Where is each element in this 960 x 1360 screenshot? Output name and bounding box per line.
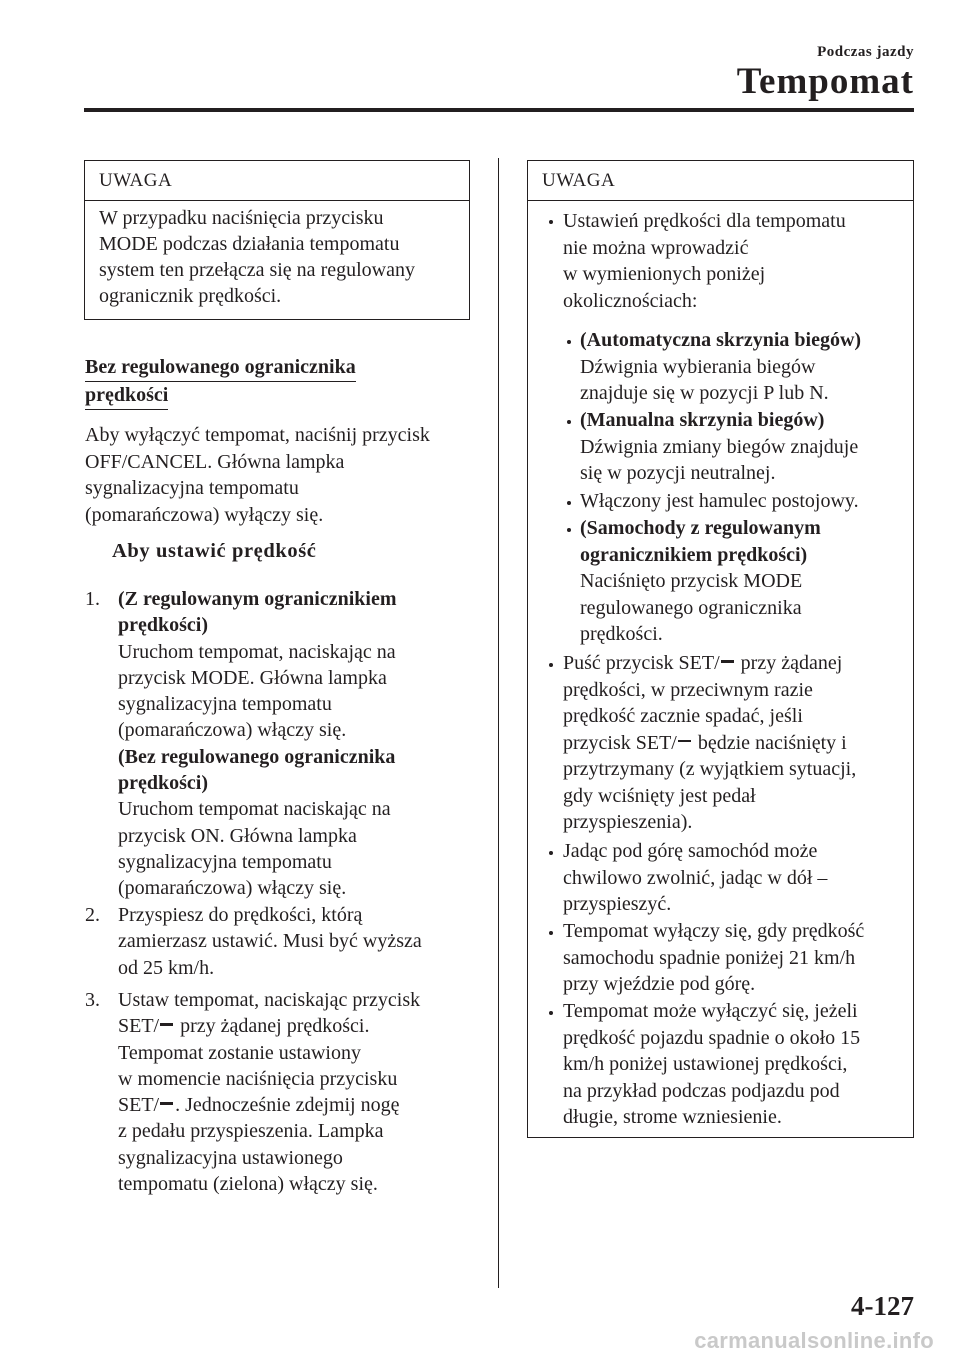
step-line: przycisk MODE. Główna lampka: [118, 666, 387, 689]
minus-icon: [160, 1102, 173, 1105]
bullet-icon: [567, 528, 571, 532]
bullet-line: prędkości.: [580, 623, 663, 645]
step-line: Uruchom tempomat, naciskając na: [118, 640, 396, 663]
step-line: sygnalizacyjna ustawionego: [118, 1146, 343, 1169]
step-line: [118, 1013, 420, 1039]
note-subbullet: [580, 327, 861, 407]
bullet-line: chwilowo zwolnić, jadąc w dół –: [563, 866, 828, 889]
note-line: MODE podczas działania tempomatu: [99, 233, 400, 255]
bullet-line: nie można wprowadzić: [563, 236, 749, 259]
step-line: (pomarańczowa) włączy się.: [118, 719, 347, 742]
step-line: z pedału przyspieszenia. Lampka: [118, 1120, 384, 1143]
section-label: Podczas jazdy: [817, 44, 914, 60]
bullet-text-span: przy żądanej: [735, 652, 843, 674]
bullet-icon: [549, 851, 553, 855]
note-body: [85, 201, 469, 309]
note-subbullet: [580, 515, 821, 648]
bullet-line: (Manualna skrzynia biegów): [580, 409, 825, 431]
minus-icon: [721, 660, 734, 663]
bullet-line: gdy wciśnięty jest pedał: [563, 784, 756, 807]
step-line: [118, 1092, 420, 1118]
minus-icon: [678, 740, 691, 743]
note-bullet: [563, 208, 846, 314]
bullet-line: na przykład podczas podjazdu pod: [563, 1079, 840, 1102]
step-3: [118, 987, 420, 1197]
note-heading: UWAGA: [85, 161, 469, 201]
para-line: sygnalizacyjna tempomatu: [85, 477, 299, 499]
bullet-line: [563, 730, 856, 757]
bullet-line: prędkość pojazdu spadnie o około 15: [563, 1026, 861, 1049]
intro-paragraph: [85, 422, 430, 528]
note-bullet: [563, 650, 856, 836]
step-number: 3.: [85, 989, 100, 1011]
note-box-left: [84, 160, 470, 320]
bullet-line: regulowanego ogranicznika: [580, 596, 802, 619]
bullet-icon: [567, 340, 571, 344]
step-line: (pomarańczowa) włączy się.: [118, 877, 347, 900]
step-text-span: przy żądanej prędkości.: [175, 1015, 370, 1038]
note-bullet: [563, 918, 864, 998]
step-line: (Bez regulowanego ogranicznika: [118, 745, 396, 768]
step-line: Ustaw tempomat, naciskając przycisk: [118, 989, 421, 1011]
note-line: ogranicznik prędkości.: [99, 285, 282, 307]
step-number: 1.: [85, 588, 100, 610]
para-line: OFF/CANCEL. Główna lampka: [85, 450, 345, 473]
para-line: Aby wyłączyć tempomat, naciśnij przycisk: [85, 424, 430, 446]
step-line: prędkości): [118, 772, 208, 795]
bullet-line: prędkości, w przeciwnym razie: [563, 678, 813, 701]
bullet-icon: [549, 663, 553, 667]
bullet-line: przyspieszenia).: [563, 811, 693, 833]
header-rule: [84, 108, 914, 112]
bullet-line: Włączony jest hamulec postojowy.: [580, 490, 859, 512]
bullet-line: prędkość zacznie spadać, jeśli: [563, 705, 803, 727]
bullet-line: znajduje się w pozycji P lub N.: [580, 382, 829, 404]
step-line: sygnalizacyjna tempomatu: [118, 693, 332, 716]
step-line: od 25 km/h.: [118, 956, 215, 979]
note-heading: UWAGA: [528, 161, 913, 201]
note-bullet: [563, 838, 827, 918]
step-line: prędkości): [118, 614, 208, 637]
section-title: Aby ustawić prędkość: [112, 540, 317, 562]
bullet-icon: [549, 220, 553, 224]
step-line: przycisk ON. Główna lampka: [118, 824, 357, 847]
bullet-line: okolicznościach:: [563, 289, 698, 312]
set-label: SET/: [118, 1094, 160, 1117]
bullet-line: Dźwignia wybierania biegów: [580, 355, 816, 378]
subheading-line: Bez regulowanego ogranicznika: [85, 354, 356, 382]
page-number: 4-127: [851, 1291, 914, 1321]
bullet-line: Naciśnięto przycisk MODE: [580, 570, 803, 592]
step-number: 2.: [85, 904, 100, 926]
column-divider: [498, 158, 499, 1288]
bullet-line: Dźwignia zmiany biegów znajduje: [580, 435, 859, 458]
watermark: carmanualsonline.info: [694, 1328, 934, 1353]
bullet-line: Jadąc pod górę samochód może: [563, 840, 818, 862]
bullet-line: się w pozycji neutralnej.: [580, 462, 776, 484]
bullet-line: Tempomat wyłączy się, gdy prędkość: [563, 920, 865, 942]
note-bullet: [563, 998, 860, 1131]
bullet-line: (Automatyczna skrzynia biegów): [580, 329, 862, 351]
bullet-text-span: Puść przycisk SET/: [563, 652, 720, 674]
note-line: W przypadku naciśnięcia przycisku: [99, 207, 384, 229]
step-1: [118, 586, 397, 902]
bullet-line: Tempomat może wyłączyć się, jeżeli: [563, 1000, 858, 1022]
step-line: sygnalizacyjna tempomatu: [118, 850, 332, 873]
bullet-icon: [549, 1011, 553, 1015]
bullet-line: przy wjeździe pod górę.: [563, 973, 756, 995]
bullet-line: samochodu spadnie poniżej 21 km/h: [563, 946, 856, 969]
note-subbullet: [580, 488, 859, 515]
bullet-line: [563, 650, 856, 677]
subheading: [85, 354, 356, 410]
step-line: tempomatu (zielona) włączy się.: [118, 1173, 378, 1196]
bullet-text-span: przycisk SET/: [563, 731, 677, 754]
step-2: [118, 902, 422, 981]
step-line: Uruchom tempomat naciskając na: [118, 798, 391, 821]
para-line: (pomarańczowa) wyłączy się.: [85, 503, 324, 526]
subheading-line: prędkości: [85, 382, 168, 410]
set-label: SET/: [118, 1015, 160, 1038]
note-line: system ten przełącza się na regulowany: [99, 259, 415, 281]
bullet-line: długie, strome wzniesienie.: [563, 1106, 782, 1128]
bullet-line: ogranicznikiem prędkości): [580, 543, 808, 566]
step-line: (Z regulowanym ogranicznikiem: [118, 588, 397, 610]
page-title: Tempomat: [736, 61, 914, 102]
note-subbullet: [580, 407, 858, 487]
step-line: Przyspiesz do prędkości, którą: [118, 904, 363, 926]
step-text-span: . Jednocześnie zdejmij nogę: [175, 1094, 400, 1117]
bullet-line: Ustawień prędkości dla tempomatu: [563, 210, 846, 232]
bullet-icon: [567, 501, 571, 505]
bullet-line: przyspieszyć.: [563, 893, 672, 915]
bullet-line: w wymienionych poniżej: [563, 263, 766, 285]
step-line: zamierzasz ustawić. Musi być wyższa: [118, 930, 422, 953]
bullet-text-span: będzie naciśnięty i: [692, 731, 847, 754]
bullet-line: (Samochody z regulowanym: [580, 517, 821, 539]
step-line: Tempomat zostanie ustawiony: [118, 1041, 361, 1064]
bullet-icon: [567, 420, 571, 424]
bullet-icon: [549, 931, 553, 935]
bullet-line: km/h poniżej ustawionej prędkości,: [563, 1053, 848, 1075]
bullet-line: przytrzymany (z wyjątkiem sytuacji,: [563, 758, 857, 780]
step-line: w momencie naciśnięcia przycisku: [118, 1067, 398, 1090]
minus-icon: [160, 1023, 173, 1026]
